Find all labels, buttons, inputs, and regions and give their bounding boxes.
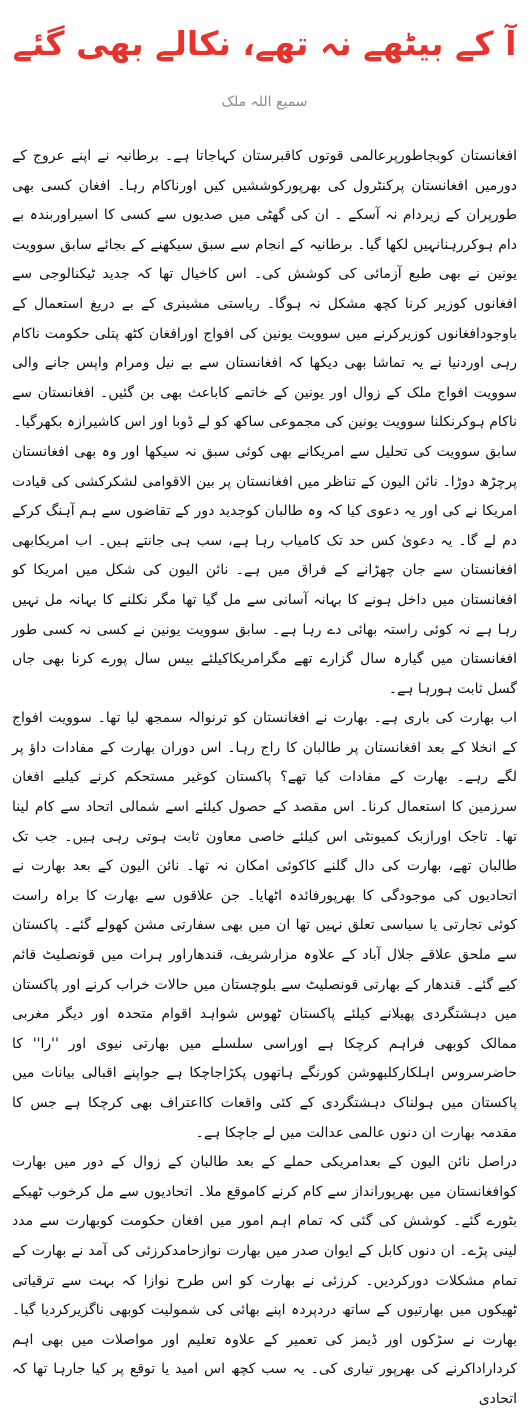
- paragraph: افغانستان کوبجاطورپرعالمی قوتوں کاقبرستان کہاجاتا ہے۔ برطانیہ نے اپنے عروج کے دورمیں افغانستان پرکنٹرول کی بھرپورکوششیں کیں اورناکام رہا۔ افغان کسی بھی طورپران کے زیردام نہ آسکے ۔ ان کی گھٹی میں صدیوں سے کسی کا اسیراوربندہ بے دام ہوکررہنانہیں لکھا گیا۔ برطانیہ کے انجام سے سبق سیکھنے کے بجائے سابق سوویت یونین نے بھی طبع آزمائی کی کوشش کی۔ اس کاخیال تھا کہ جدید ٹیکنالوجی سے افغانوں کوزیر کرنا کچھ مشکل نہ ہوگا۔ ریاستی مشینری کے بے دریغ استعمال کے باوجودافغانوں کوزیرکرنے میں سوویت یونین کی افواج اورافغان کٹھ پتلی حکومت ناکام رہی اوردنیا نے یہ تماشا بھی دیکھا کہ افغانستان سے بے نیل ومرام واپس جانے والی سوویت افواج ملک کے زوال اور یونین کے خاتمے کاباعث بھی بن گئیں۔ افغانستان سے ناکام ہوکرنکلنا سوویت یونین کی مجموعی ساکھ کو لے ڈوبا اور اس کاشیرازہ بکھرگیا۔: [12, 148, 517, 431]
- paragraph: سابق سوویت کی تحلیل سے امریکانے بھی کوئی سبق نہ سیکھا اور وہ بھی افغانستان پرچڑھ دوڑا۔ نائن الیون کے تناظر میں افغانستان پر بین الاقوامی لشکرکشی کی قیادت امریکا نے کی اور یہ دعوی کیا کہ وہ طالبان کوجدید دور کے تقاضوں سے ہم آہنگ کرکے دم لے گا۔ یہ دعویٰ کس حد تک کامیاب رہا ہے، سب ہی جانتے ہیں۔ اب امریکابھی افغانستان سے جان چھڑانے کے فراق میں ہے۔ نائن الیون کی شکل میں امریکا کو افغانستان میں داخل ہونے کا بہانہ آسانی سے مل گیا تھا مگر نکلنے کا بہانہ مل نہیں رہا ہے نہ کوئی راستہ بھائی دے رہا ہے۔ سابق سوویت یونین نے کسی نہ کسی طور افغانستان میں گیارہ سال گزارے تھے مگرامریکاکیلئے بیس سال پورے کرنا بھی جاں گسل ثابت ہورہا ہے۔: [12, 443, 517, 697]
- paragraph: دراصل نائن الیون کے بعدامریکی حملے کے بعد طالبان کے زوال کے دور میں بھارت کوافغانستان میں بھرپورانداز سے کام کرنے کاموقع ملا۔ اتحادیوں سے مل کرخوب ٹھیکے بٹورے گئے۔ کوشش کی گئی کہ تمام اہم امور میں افغان حکومت کوبھارت سے مدد لینی پڑے۔ ان دنوں کابل کے ایوان صدر میں بھارت نوازحامدکرزئی کی آمد نے بھارت کے تمام مشکلات دورکردیں۔ کرزئی نے بھارت کو اس طرح نوازا کہ بہت سے ترقیاتی ٹھیکوں میں بھارتیوں کے ساتھ دردپردہ اپنے بھائی کی شمولیت کوبھی ناگزیرکردیا گیا۔ بھارت نے سڑکوں اور ڈیمز کی تعمیر کے علاوہ تعلیم اور مواصلات میں بھی اہم کرداراداکرنے کی بھرپور تیاری کی۔ یہ سب کچھ اس امید یا توقع پر کیا جارہا تھا کہ اتحادی: [12, 1154, 517, 1407]
- article-headline: آ کے بیٹھے نہ تھے، نکالے بھی گئے: [12, 24, 517, 63]
- article-body: [12, 142, 517, 1415]
- author-byline: سمیع اللہ ملک: [221, 94, 308, 110]
- article-page: [0, 20, 529, 1407]
- paragraph: اب بھارت کی باری ہے۔ بھارت نے افغانستان کو ترنوالہ سمجھ لیا تھا۔ سوویت افواج کے انخلا کے بعد افغانستان پر طالبان کا راج رہا۔ اس دوران بھارت کے مفادات داؤ پر لگے رہے۔ بھارت کے مفادات کیا تھے؟ پاکستان کوغیر مستحکم کرنے کیلیے افغان سرزمین کا استعمال کرنا۔ اس مقصد کے حصول کیلئے اسے شمالی اتحاد سے کام لینا تھا۔ تاجک اورازبک کمیونٹی اس کیلئے خاصی معاون ثابت ہوتی رہی ہیں۔ جب تک طالبان تھے، بھارت کی دال گلنے کاکوئی امکان نہ تھا۔ نائن الیون کے بعد بھارت نے اتحادیوں کی موجودگی کا بھرپورفائدہ اٹھایا۔ جن علاقوں سے بھارت کا براہ راست کوئی تجارتی یا سیاسی تعلق نہیں تھا ان میں بھی سفارتی مشن کھولے گئے۔ پاکستان سے ملحق علاقے جلال آباد کے علاوہ مزارشریف، قندھاراور ہرات میں قونصلیٹ قائم کیے گئے۔ قندھار کے بھارتی قونصلیٹ سے بلوچستان میں حالات خراب کرنے اور پاکستان میں دہشتگردی پھیلانے کیلئے پاکستان ٹھوس شواہد اقوام متحدہ اور دیگر مغربی ممالک کوبھی فراہم کرچکا ہے اوراسی سلسلے میں بھارتی نیوی اور ''را'' کا حاضرسروس اہلکارکلبھوشن کورنگے ہاتھوں پکڑاجاچکا ہے جواپنے اقبالی بیانات میں پاکستان میں ہولناک دہشتگردی کے کئی واقعات کااعتراف بھی کرچکا ہے جس کا مقدمہ بھارت ان دنوں عالمی عدالت میں لے جاچکا ہے۔: [12, 710, 517, 1141]
